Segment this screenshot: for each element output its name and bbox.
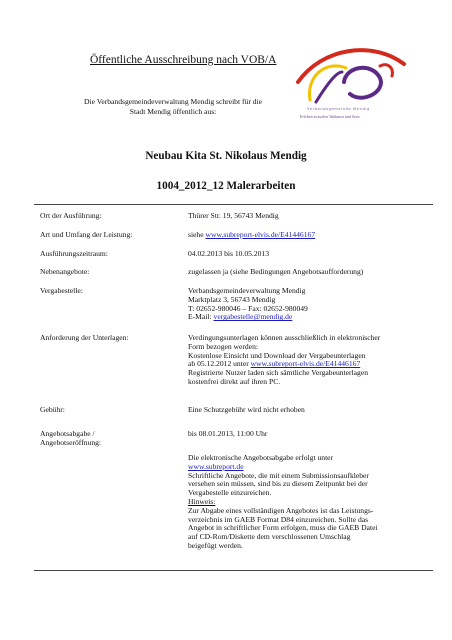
- label-line: Angebotsabgabe /: [40, 429, 95, 438]
- hinweis-heading: Hinweis:: [188, 496, 216, 506]
- abgabe-details: [188, 454, 418, 551]
- anforderung-prefix: ab 05.12.2012 unter: [188, 359, 251, 369]
- value-zeitraum: 04.02.2013 bis 10.05.2013: [188, 249, 270, 258]
- value-ort: Thürer Str. 19, 56743 Mendig: [188, 211, 279, 220]
- value-art: [188, 231, 418, 240]
- label-vergabestelle: Vergabestelle:: [40, 286, 83, 295]
- intro-line: Stadt Mendig öffentlich aus:: [129, 107, 217, 116]
- email-prefix: E-Mail:: [188, 312, 214, 322]
- anforderung-line: kostenfrei direkt auf ihren PC.: [188, 376, 281, 386]
- email-link[interactable]: vergabestelle@mendig.de: [213, 312, 293, 322]
- project-subtitle: 1004_2012_12 Malerarbeiten: [156, 180, 296, 192]
- vergabe-line: Verbandsgemeindeverwaltung Mendig: [188, 286, 306, 295]
- abgabe-line: Vergabestelle einzureichen.: [188, 488, 272, 498]
- value-angebotsabgabe: bis 08.01.2013, 11:00 Uhr: [188, 429, 268, 438]
- intro-line: Die Verbandsgemeindeverwaltung Mendig schreibt für die: [83, 97, 263, 106]
- anforderung-line: Form bezogen werden:: [188, 341, 259, 351]
- divider: [34, 204, 433, 205]
- label-angebotsabgabe: [40, 430, 180, 448]
- subreport-link[interactable]: www.subreport.de: [188, 461, 244, 471]
- anforderung-line: Kostenlose Einsicht und Download der Vergabeunterlagen: [188, 350, 366, 360]
- hinweis-line: verzeichnis im GAEB Format D84 einzureichen. Sollte das: [188, 514, 369, 524]
- municipality-logo: [292, 42, 412, 134]
- label-zeitraum: Ausführungszeitraum:: [40, 249, 108, 258]
- value-gebuehr: Eine Schutzgebühr wird nicht erhoben: [188, 405, 305, 414]
- project-title: Neubau Kita St. Nikolaus Mendig: [145, 150, 307, 162]
- vergabe-line: Marktplatz 3, 56743 Mendig: [188, 294, 276, 304]
- label-art: Art und Umfang der Leistung:: [40, 230, 133, 239]
- label-nebenangebote: Nebenangebote:: [40, 267, 90, 276]
- value-nebenangebote: zugelassen ja (siehe Bedingungen Angebotsaufforderung): [188, 267, 364, 276]
- abgabe-line: Schriftliche Angebote, die mit einem Submissionsaufkleber: [188, 470, 369, 480]
- subreport-elvis-link-2[interactable]: www.subreport-elvis.de/E41446167: [250, 359, 361, 369]
- label-anforderung: Anforderung der Unterlagen:: [40, 333, 129, 342]
- anforderung-line: Registrierte Nutzer laden sich sämtliche Vergabeunterlagen: [188, 368, 369, 378]
- value-anforderung: [188, 334, 418, 387]
- vergabe-email-line: [188, 313, 418, 322]
- hinweis-line: auf CD-Rom/Diskette dem verschlossenen Umschlag: [188, 532, 351, 542]
- value-art-prefix: siehe: [188, 230, 206, 239]
- value-vergabestelle: [188, 287, 418, 322]
- label-line: Angebotseröffnung:: [40, 437, 102, 447]
- hinweis-line: beigefügt werden.: [188, 540, 243, 550]
- vergabe-line: T: 02652-980046 – Fax: 02652-980049: [188, 303, 308, 313]
- hinweis-line: Angebot in schriftlicher Form erfolgen, muss die GAEB Datei: [188, 523, 378, 533]
- intro-text: [48, 97, 298, 117]
- abgabe-line: versehen sein müssen, sind bis zu diesem Zeitpunkt bei der: [188, 479, 368, 489]
- label-ort: Ort der Ausführung:: [40, 211, 102, 220]
- logo-graphic: [292, 42, 412, 112]
- logo-tagline: Erleben zwischen Vulkanen und Seen: [300, 114, 360, 119]
- announcement-title: Öffentliche Ausschreibung nach VOB/A: [90, 54, 277, 66]
- hinweis-line: Zur Abgabe eines vollständigen Angebotes ist das Leistungs-: [188, 505, 374, 515]
- logo-wordmark: Verbandsgemeinde Mendig: [307, 107, 370, 111]
- divider: [34, 570, 433, 571]
- abgabe-line: Die elektronische Angebotsabgabe erfolgt unter: [188, 453, 334, 462]
- anforderung-line: Verdingungsunterlagen können ausschließlich in elektronischer: [188, 333, 381, 342]
- subreport-elvis-link[interactable]: www.subreport-elvis.de/E41446167: [205, 230, 316, 239]
- label-gebuehr: Gebühr:: [40, 405, 65, 414]
